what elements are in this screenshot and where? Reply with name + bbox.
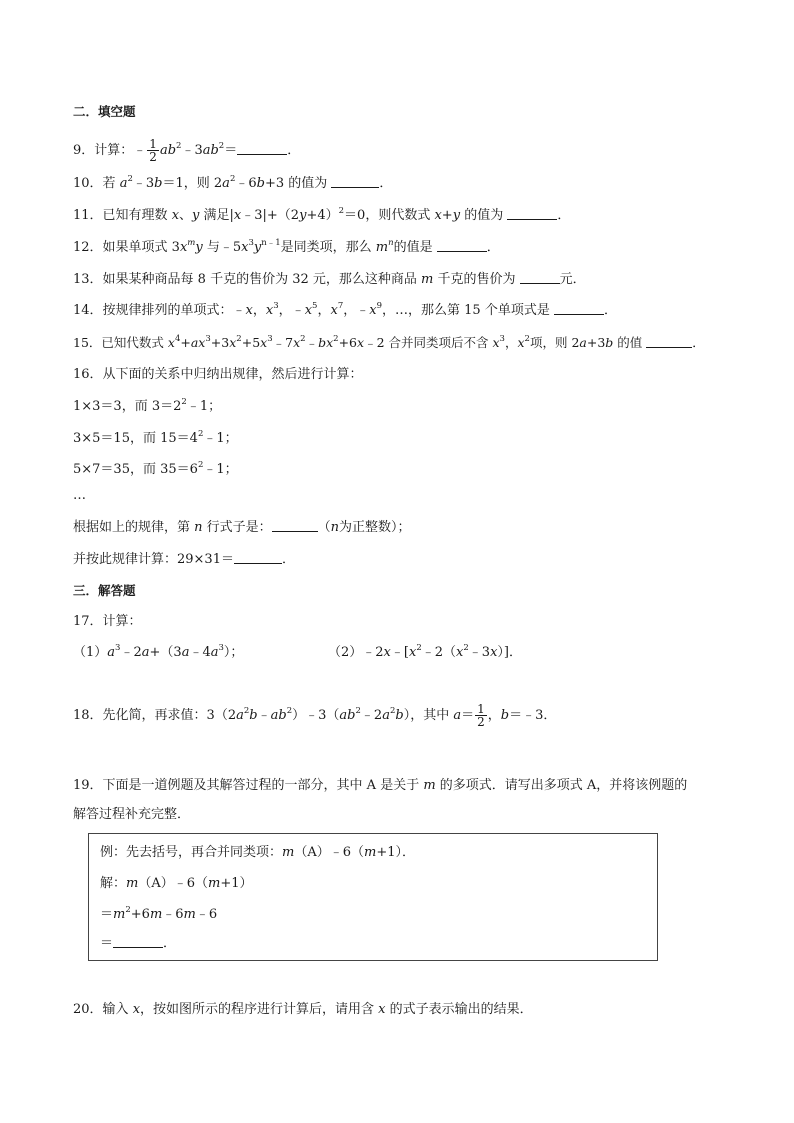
question-17-part-1: $(1)a^3﹣2a+(3a﹣4a^3)$； (73, 643, 244, 660)
answer-blank (646, 335, 692, 348)
question-13: 13．如果某种商品每 8 千克的售价为 32 元，那么这种商品 m 千克的售价为 元． (73, 272, 586, 287)
question-15: 15．已知代数式 $x^4+ax^3+3x^2+5x^3﹣7x^2﹣bx^2+6x﹣2$ 合并同类项后不含 $x^3$，$x^2$项，则 2a+3b 的值 ． (73, 334, 705, 350)
question-10: 10．若 $a^2﹣3b=1$，则 $2a^2﹣6b+3$ 的值为 ． (73, 174, 393, 191)
example-line-2: 解：m（A）﹣6（m+1） (100, 876, 253, 891)
fraction-one-half: $\frac{1}{2}$ (149, 137, 157, 164)
question-19-line-2: 解答过程补充完整． (73, 807, 191, 822)
question-16-nth-row: 根据如上的规律，第 n 行式子是： （n为正整数）； (73, 520, 411, 535)
answer-blank (237, 142, 287, 155)
answer-blank (331, 175, 379, 188)
question-16-row-2: 3×5＝15，而 $15=4^2﹣1$； (73, 429, 238, 446)
example-box (88, 833, 658, 961)
question-17-part-2: $(2)﹣2x﹣[x^2﹣2(x^2﹣3x)]$． (328, 643, 522, 660)
example-line-1: 例：先去括号，再合并同类项：m（A）﹣6（m+1）． (100, 845, 416, 860)
question-17-intro: 17．计算： (73, 614, 142, 629)
example-line-4: ＝ ． (100, 936, 177, 951)
answer-blank (554, 302, 604, 315)
question-16-ellipsis: … (73, 488, 86, 503)
question-11: 11．已知有理数 x、y 满足$|x﹣3|+(2y+4)^2=0$，则代数式 x+y 的值为 ． (73, 206, 571, 223)
question-19-line-1: 19．下面是一道例题及其解答过程的一部分，其中 A 是关于 m 的多项式．请写出多项式 A，并将该例题的 (73, 778, 688, 793)
fraction-one-half: $\frac{1}{2}$ (477, 702, 485, 729)
question-16-row-1: 1×3＝3，而 $3=2^2﹣1$； (73, 397, 222, 414)
question-18: 18．先化简，再求值：$3(2a^2b﹣ab^2)﹣3(ab^2﹣2a^2b)$，其中 a＝ $\frac{1}{2}$ ，b＝﹣3． (73, 702, 557, 729)
question-12: 12．如果单项式 $3x^my$ 与$﹣5x^3y^{n﹣1}$是同类项，那么 $m^n$的值是 ． (73, 238, 500, 255)
answer-blank (437, 239, 487, 252)
question-16-intro: 16．从下面的关系中归纳出规律，然后进行计算： (73, 367, 363, 382)
question-14: 14．按规律排列的单项式：﹣x，$x^3$，$﹣x^5$，$x^7$，$﹣x^9$，…，那么第 15 个单项式是 ． (73, 301, 617, 318)
answer-blank (113, 935, 163, 948)
answer-blank (520, 271, 560, 284)
answer-blank (507, 207, 557, 220)
question-16-compute: 并按此规律计算：29×31＝ ． (73, 552, 295, 567)
question-16-row-3: 5×7＝35，而 $35=6^2﹣1$； (73, 460, 238, 477)
section-2-heading: 二．填空题 (73, 104, 136, 119)
answer-blank (272, 519, 318, 532)
question-20: 20．输入 x，按如图所示的程序进行计算后，请用含 x 的式子表示输出的结果． (73, 1002, 533, 1017)
example-line-3: $=m^2+6m﹣6m﹣6$ (100, 905, 218, 922)
section-3-heading: 三．解答题 (73, 583, 136, 598)
answer-blank (234, 551, 282, 564)
question-9: 9．计算：﹣ $\frac{1}{2}$ $ab^2﹣3ab^2=$ ． (73, 137, 301, 164)
